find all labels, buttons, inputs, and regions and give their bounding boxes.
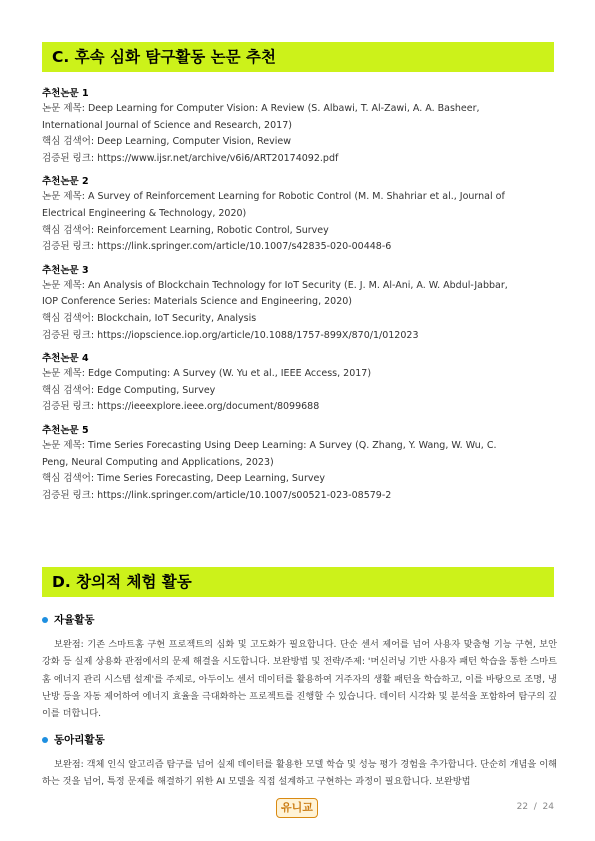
section-c-title: C. 후속 심화 탐구활동 논문 추천 (42, 42, 554, 72)
paper-link[interactable]: 검증된 링크: https://link.springer.com/article/10.1007/s42835-020-00448-6 (42, 241, 392, 253)
paper-title-continued: Peng, Neural Computing and Applications, 2023) (42, 456, 274, 468)
paper-number: 추천논문 4 (42, 353, 89, 365)
paper-number: 추천논문 1 (42, 88, 89, 99)
paper-title: 논문 제목: Deep Learning for Computer Vision: A Review (S. Albawi, T. Al-Zawi, A. A. Basheer, (42, 103, 480, 114)
activity-body (42, 756, 557, 791)
activity-heading (42, 733, 557, 747)
paper-number: 추천논문 5 (42, 424, 89, 436)
paper-keywords: 핵심 검색어: Time Series Forecasting, Deep Learning, Survey (42, 473, 325, 485)
paper-link[interactable]: 검증된 링크: https://link.springer.com/article/10.1007/s00521-023-08579-2 (42, 489, 392, 501)
paper-link[interactable]: 검증된 링크: https://ieeexplore.ieee.org/document/8099688 (42, 401, 320, 413)
activity-title: 동아리활동 (54, 734, 105, 746)
activity-heading (42, 613, 557, 627)
activity-paragraph: 보완점: 기존 스마트홈 구현 프로젝트의 심화 및 고도화가 필요합니다. 단순 센서 제어를 넘어 사용자 맞춤형 기능 구현, 보안 강화 등 실제 상용화 관점에서의 문제 해결을 시도합니다. 보완방법 및 전략/주제: '머신러닝 기반 사용자 패턴 학습을 통한 스마트홈 에너지 관리 시스템 설계'를 주제로, 아두이노 센서 데이터를 활용하여 거주자의 생활 패턴을 학습하고, 이를 바탕으로 조명, 냉난방 등을 자동 제어하여 에너지 효율을 극대화하는 프로젝트를 진행할 수 있습니다. 데이터 시각화 및 분석을 포함하여 탐구의 깊이를 더합니다. (42, 639, 557, 720)
activity-autonomous (42, 613, 557, 722)
paper-keywords: 핵심 검색어: Reinforcement Learning, Robotic Control, Survey (42, 224, 329, 236)
activity-paragraph: 보완점: 객체 인식 알고리즘 탐구를 넘어 실제 데이터를 활용한 모델 학습 및 성능 평가 경험을 추가합니다. 단순히 개념을 이해하는 것을 넘어, 특정 문제를 해결하기 위한 AI 모델을 직접 설계하고 구현하는 과정이 필요합니다. 보완방법 (42, 759, 557, 788)
paper-title-continued: IOP Conference Series: Materials Science and Engineering, 2020) (42, 296, 352, 308)
paper-item (42, 264, 557, 344)
bullet-dot-icon (42, 617, 48, 623)
paper-item (42, 87, 557, 167)
paper-number: 추천논문 3 (42, 264, 89, 276)
paper-title: 논문 제목: Time Series Forecasting Using Deep Learning: A Survey (Q. Zhang, Y. Wang, W. Wu, C. (42, 439, 497, 451)
activity-club (42, 733, 557, 791)
bullet-dot-icon (42, 737, 48, 743)
activity-title: 자율활동 (54, 614, 95, 626)
paper-item (42, 175, 557, 255)
paper-keywords: 핵심 검색어: Blockchain, IoT Security, Analysis (42, 312, 257, 324)
paper-title: 논문 제목: An Analysis of Blockchain Technology for IoT Security (E. J. M. Al-Ani, A. W. Abdul-Jabbar, (42, 279, 508, 291)
paper-title: 논문 제목: A Survey of Reinforcement Learning for Robotic Control (M. M. Shahriar et al., Journal of (42, 191, 505, 203)
paper-title-continued: International Journal of Science and Research, 2017) (42, 119, 292, 131)
paper-link[interactable]: 검증된 링크: https://www.ijsr.net/archive/v6i6/ART20174092.pdf (42, 152, 339, 164)
paper-title-continued: Electrical Engineering & Technology, 2020) (42, 207, 247, 219)
section-d-title: D. 창의적 체험 활동 (42, 567, 554, 597)
activity-body (42, 636, 557, 722)
recommended-papers-list (42, 87, 557, 512)
paper-keywords: 핵심 검색어: Deep Learning, Computer Vision, Review (42, 136, 291, 148)
paper-keywords: 핵심 검색어: Edge Computing, Survey (42, 384, 216, 396)
page-number: 22 / 24 (516, 802, 554, 812)
paper-number: 추천논문 2 (42, 176, 89, 188)
paper-item (42, 352, 557, 416)
paper-link[interactable]: 검증된 링크: https://iopscience.iop.org/article/10.1088/1757-899X/870/1/012023 (42, 329, 419, 341)
brand-logo: 유니교 (276, 798, 318, 818)
paper-item (42, 424, 557, 504)
paper-title: 논문 제목: Edge Computing: A Survey (W. Yu et al., IEEE Access, 2017) (42, 368, 372, 380)
